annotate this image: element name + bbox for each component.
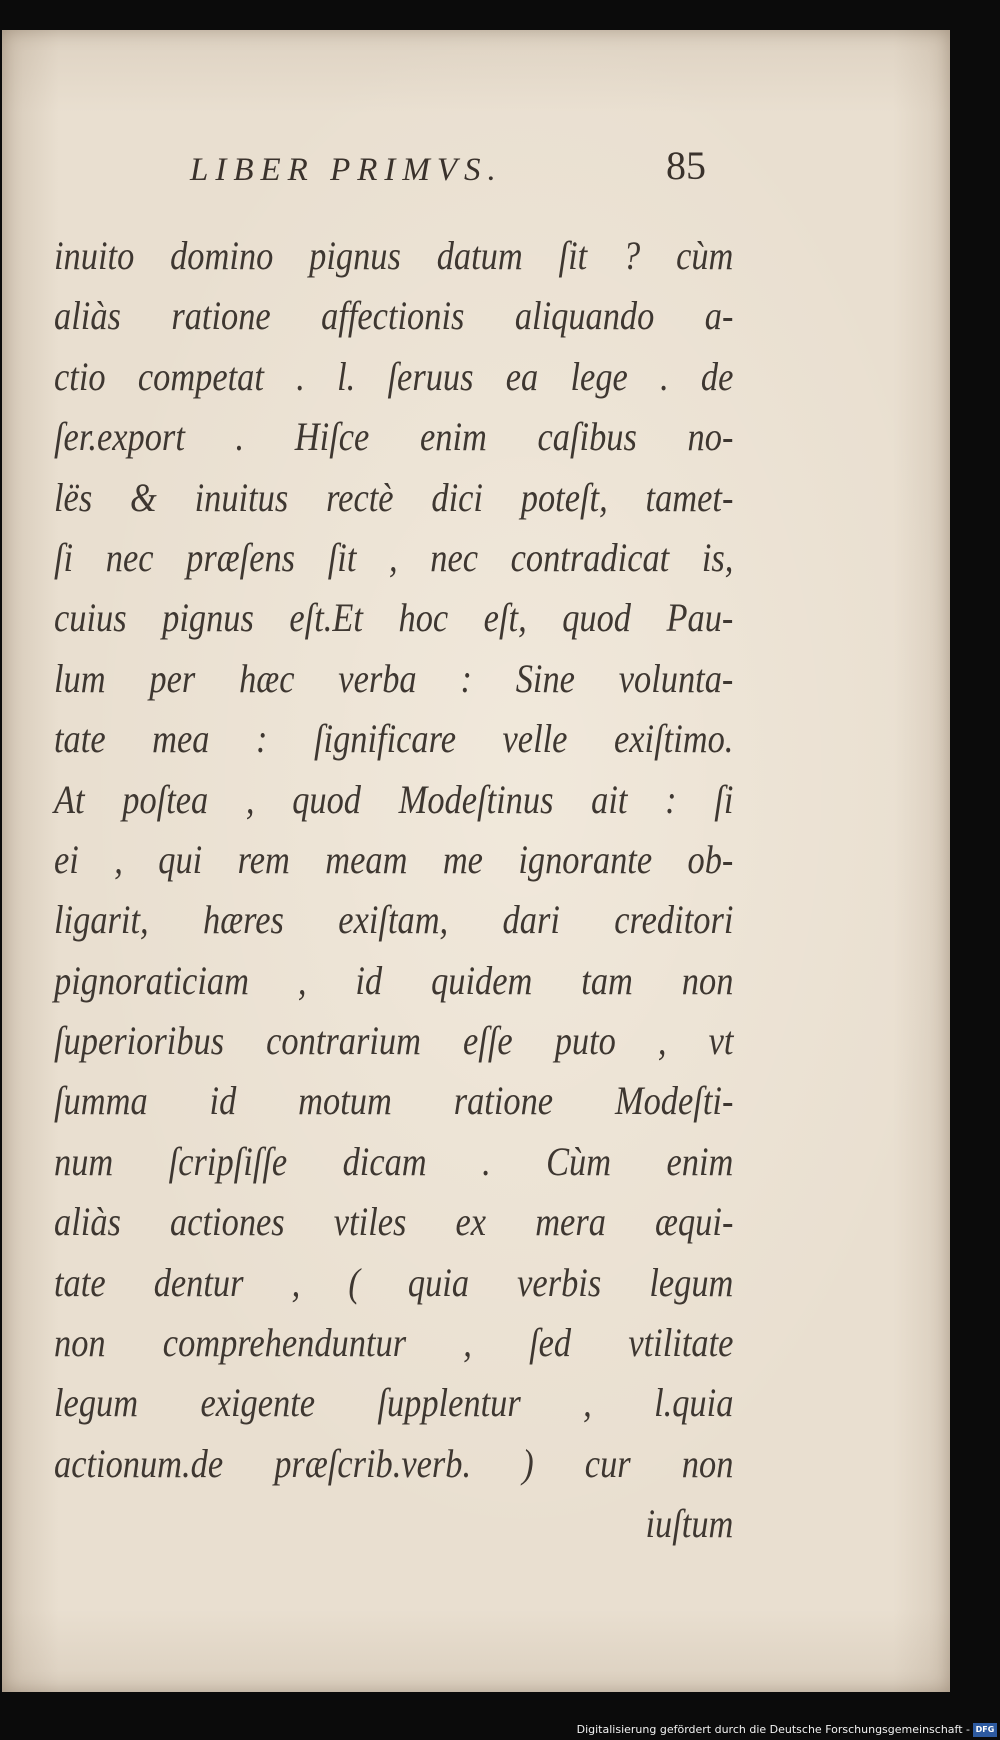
text-line: ctio competat . l. ſeruus ea lege . de <box>54 353 734 399</box>
page-header <box>2 142 950 202</box>
text-line: aliàs ratione affectionis aliquando a- <box>54 293 734 339</box>
running-head: LIBER PRIMVS. <box>190 152 503 188</box>
text-line: pignoraticiam , id quidem tam non <box>54 957 734 1003</box>
body-text <box>54 226 734 1555</box>
text-line: lës & inuitus rectè dici poteſt, tamet- <box>54 474 734 520</box>
book-page <box>2 30 950 1692</box>
text-line: aliàs actiones vtiles ex mera æqui- <box>54 1199 734 1245</box>
text-line: non comprehenduntur , ſed vtilitate <box>54 1320 734 1366</box>
text-line: tate mea : ſignificare velle exiſtimo. <box>54 716 734 762</box>
text-line: ligarit, hæres exiſtam, dari creditori <box>54 897 734 943</box>
text-line: ſer.export . Hiſce enim caſibus no- <box>54 414 734 460</box>
text-line: ſi nec præſens ſit , nec contradicat is, <box>54 534 734 580</box>
text-line: lum per hæc verba : Sine volunta- <box>54 655 734 701</box>
dfg-logo-icon: DFG <box>973 1723 997 1737</box>
digitization-footer <box>0 1716 1000 1740</box>
text-line: actionum.de præſcrib.verb. ) cur non <box>54 1440 734 1486</box>
text-line: At poſtea , quod Modeſtinus ait : ſi <box>54 776 734 822</box>
text-line: ei , qui rem meam me ignorante ob- <box>54 836 734 882</box>
funding-credit: Digitalisierung gefördert durch die Deutsche Forschungsgemeinschaft - <box>576 1723 970 1736</box>
text-line: num ſcripſiſſe dicam . Cùm enim <box>54 1138 734 1184</box>
text-line: ſumma id motum ratione Modeſti- <box>54 1078 734 1124</box>
text-line: ſuperioribus contrarium eſſe puto , vt <box>54 1018 734 1064</box>
catchword: iuſtum <box>645 1501 734 1547</box>
text-line: tate dentur , ( quia verbis legum <box>54 1259 734 1305</box>
page-number: 85 <box>666 143 706 188</box>
text-line: cuius pignus eſt.Et hoc eſt, quod Pau- <box>54 595 734 641</box>
text-line: inuito domino pignus datum ſit ? cùm <box>54 233 734 278</box>
text-line: legum exigente ſupplentur , l.quia <box>54 1380 734 1426</box>
